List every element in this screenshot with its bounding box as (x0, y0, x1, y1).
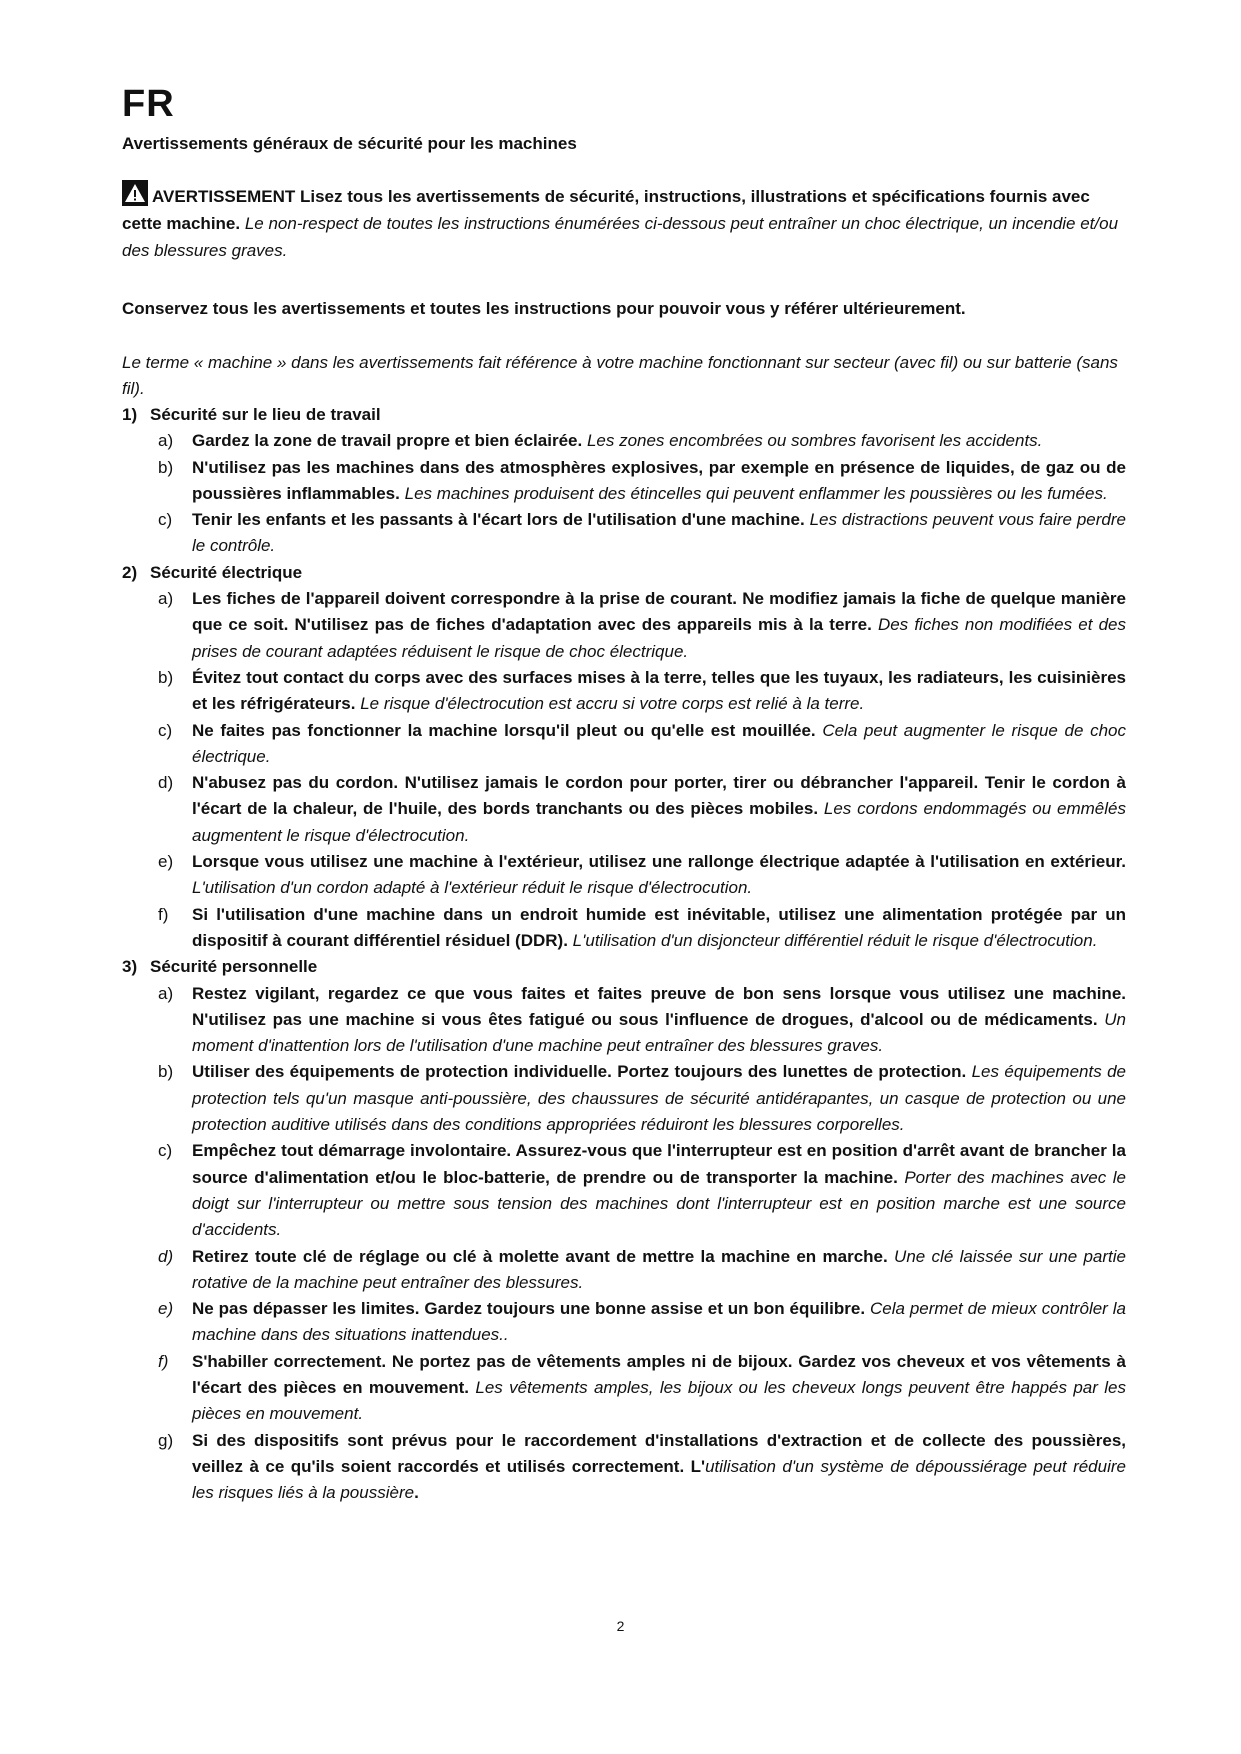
warning-triangle-icon (122, 180, 148, 206)
item-letter: e) (158, 1299, 174, 1319)
item-italic-text: Les vêtements amples, les bijoux ou les cheveux longs peuvent être happés par les pièces en mouvement. (192, 1377, 1126, 1424)
warning-label: AVERTISSEMENT (152, 187, 296, 206)
section-title: Sécurité sur le lieu de travail (150, 405, 381, 424)
intro-text: Le terme « machine » dans les avertissements fait référence à votre machine fonctionnant sur secteur (avec fil) ou sur batterie (sans fil). (122, 353, 1118, 398)
item-italic-text: utilisation d'un système de dépoussiérage peut réduire les risques liés à la poussière (192, 1456, 1126, 1503)
item-italic-text: Un moment d'inattention lors de l'utilisation d'une machine peut entraîner des blessures graves. (192, 1009, 1126, 1056)
item-letter: a) (158, 589, 174, 609)
warning-block (122, 180, 1126, 264)
item-italic-text: L'utilisation d'un cordon adapté à l'extérieur réduit le risque d'électrocution. (192, 878, 753, 898)
item-bold-text: Utiliser des équipements de protection individuelle. Portez toujours des lunettes de protection. (192, 1062, 967, 1082)
list-item (122, 718, 1126, 771)
language-code: FR (122, 83, 175, 125)
list-item (122, 586, 1126, 665)
item-bold-text: Ne pas dépasser les limites. Gardez toujours une bonne assise et un bon équilibre. (192, 1299, 866, 1319)
item-letter: d) (158, 773, 174, 793)
list-item (122, 1349, 1126, 1428)
list-item (122, 849, 1126, 902)
item-italic-text: Une clé laissée sur une partie rotative de la machine peut entraîner des blessures. (192, 1246, 1126, 1292)
section-number: 3) (122, 957, 138, 977)
item-letter: b) (158, 667, 174, 687)
item-bold-text: Restez vigilant, regardez ce que vous faites et faites preuve de bon sens lorsque vous utilisez une machine. N'utilisez pas une machine si vous êtes fatigué ou sous l'influence de drogues, d'alcool ou de médicaments. (192, 983, 1126, 1029)
item-bold-text: Lorsque vous utilisez une machine à l'extérieur, utilisez une rallonge électrique adaptée à l'utilisation en extérieur. (192, 852, 1126, 872)
item-italic-text: Les zones encombrées ou sombres favorisent les accidents. (586, 431, 1043, 451)
list-item (122, 665, 1126, 718)
list-item (122, 981, 1126, 1060)
item-letter: b) (158, 457, 174, 477)
item-italic-text: Cela permet de mieux contrôler la machine dans des situations inattendues.. (192, 1299, 1126, 1345)
section-heading (122, 560, 1126, 586)
section-heading (122, 954, 1126, 980)
item-bold-text: Évitez tout contact du corps avec des surfaces mises à la terre, telles que les tuyaux, les radiateurs, les cuisinières et les réfrigérateurs. (192, 667, 1126, 714)
item-italic-text: L'utilisation d'un disjoncteur différentiel réduit le risque d'électrocution. (572, 930, 1098, 950)
list-item (122, 902, 1126, 955)
item-letter: c) (158, 720, 173, 740)
item-bold-text: Retirez toute clé de réglage ou clé à molette avant de mettre la machine en marche. (192, 1246, 888, 1266)
item-letter: c) (158, 1141, 173, 1161)
list-item (122, 770, 1126, 849)
item-italic-text: Des fiches non modifiées et des prises de courant adaptées réduisent le risque de choc électrique. (192, 615, 1126, 661)
list-item (122, 1428, 1126, 1507)
page-number: 2 (616, 1618, 625, 1634)
item-bold-text: N'utilisez pas les machines dans des atmosphères explosives, par exemple en présence de liquides, de gaz ou de poussières inflammables. (192, 457, 1126, 503)
item-italic-text: Le risque d'électrocution est accru si votre corps est relié à la terre. (360, 694, 865, 714)
warning-italic-text: Le non-respect de toutes les instructions énumérées ci-dessous peut entraîner un choc électrique, un incendie et/ou des blessures graves. (122, 214, 1119, 260)
item-letter: g) (158, 1430, 174, 1450)
item-letter: f) (158, 1351, 169, 1371)
item-italic-text: Les équipements de protection tels qu'un masque anti-poussière, des chaussures de sécurité antidérapantes, un casque de protection ou une protection auditive utilisés dans des conditions appropriées réduiront les blessures corporelles. (192, 1062, 1127, 1135)
item-letter: f) (158, 904, 169, 924)
item-letter: a) (158, 983, 174, 1003)
item-italic-text: Porter des machines avec le doigt sur l'interrupteur ou mettre sous tension des machines dont l'interrupteur est en position marche est une source d'accidents. (192, 1167, 1127, 1240)
item-bold-text: Si des dispositifs sont prévus pour le raccordement d'installations d'extraction et de collecte des poussières, veillez à ce qu'ils soient raccordés et utilisés correctement. L' (192, 1430, 1126, 1476)
list-item (122, 507, 1126, 560)
item-letter: e) (158, 852, 174, 872)
item-letter: d) (158, 1246, 174, 1266)
list-item (122, 1138, 1126, 1243)
list-item (122, 455, 1126, 508)
item-italic-text: Cela peut augmenter le risque de choc électrique. (192, 720, 1127, 766)
item-italic-text: Les distractions peuvent vous faire perdre le contrôle. (192, 510, 1126, 556)
item-bold-text: Gardez la zone de travail propre et bien éclairée. (192, 431, 583, 451)
item-bold-text: N'abusez pas du cordon. N'utilisez jamais le cordon pour porter, tirer ou débrancher l'appareil. Tenir le cordon à l'écart de la chaleur, de l'huile, des bords tranchants ou des pièces mobiles. (192, 773, 1126, 819)
section-title: Sécurité personnelle (150, 957, 318, 977)
item-letter: a) (158, 431, 174, 451)
list-item (122, 428, 1126, 454)
item-bold-text: Empêchez tout démarrage involontaire. Assurez-vous que l'interrupteur est en position d'arrêt avant de brancher la source d'alimentation et/ou le bloc-batterie, de prendre ou de transporter la machine. (192, 1141, 1126, 1187)
item-bold-text: Tenir les enfants et les passants à l'écart lors de l'utilisation d'une machine. (192, 510, 805, 530)
warning-bold-text: Lisez tous les avertissements de sécurité, instructions, illustrations et spécifications fournis avec cette machine. (122, 187, 1090, 233)
section-number: 1) (122, 405, 138, 424)
item-bold-text: Les fiches de l'appareil doivent correspondre à la prise de courant. Ne modifiez jamais la fiche de quelque manière que ce soit. N'utilisez pas de fiches d'adaptation avec des appareils mis à la terre. (192, 589, 1126, 635)
item-letter: c) (158, 510, 173, 530)
safety-sections (122, 402, 1126, 1506)
list-item (122, 1296, 1126, 1349)
section-number: 2) (122, 562, 138, 582)
section-title: Sécurité électrique (150, 562, 303, 582)
page-title: Avertissements généraux de sécurité pour les machines (122, 134, 577, 153)
item-bold-text: Ne faites pas fonctionner la machine lorsqu'il pleut ou qu'elle est mouillée. (192, 720, 816, 740)
item-bold-text: S'habiller correctement. Ne portez pas de vêtements amples ni de bijoux. Gardez vos cheveux et vos vêtements à l'écart des pièces en mouvement. (192, 1351, 1126, 1397)
item-italic-text: Les cordons endommagés ou emmêlés augmentent le risque d'électrocution. (192, 799, 1126, 845)
item-bold-text: Si l'utilisation d'une machine dans un endroit humide est inévitable, utilisez une alimentation protégée par un dispositif à courant différentiel résiduel (DDR). (192, 904, 1126, 950)
list-item (122, 1059, 1126, 1138)
item-italic-text: Les machines produisent des étincelles qui peuvent enflammer les poussières ou les fumées. (404, 483, 1108, 503)
keep-instructions-text: Conservez tous les avertissements et toutes les instructions pour pouvoir vous y référer ultérieurement. (122, 299, 966, 318)
item-letter: b) (158, 1062, 174, 1082)
item-tail-text: . (414, 1483, 419, 1503)
section-heading (122, 402, 1126, 428)
list-item (122, 1244, 1126, 1297)
